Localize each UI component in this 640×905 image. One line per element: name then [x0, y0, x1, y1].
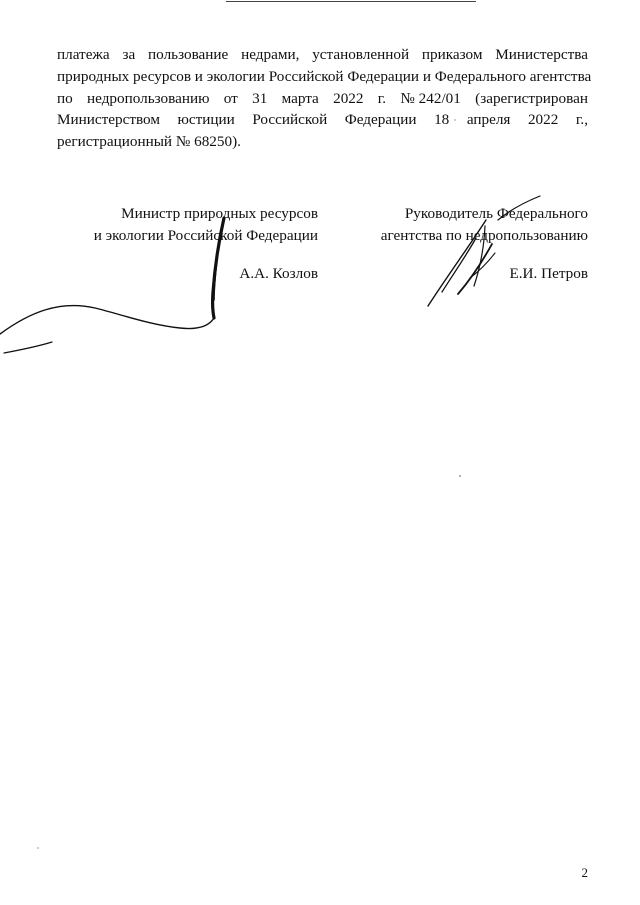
word: 2022: [333, 89, 364, 107]
word: от: [223, 89, 238, 107]
paragraph-line: [57, 109, 588, 131]
word: Министерством: [57, 111, 160, 129]
word: за: [122, 46, 136, 63]
word: 2022: [527, 111, 559, 129]
word: апреля: [466, 111, 511, 129]
line-text: регистрационный № 68250).: [57, 133, 241, 151]
word: недрами,: [241, 46, 300, 63]
right-signatory-title: [360, 203, 588, 246]
word: Российской: [252, 111, 328, 129]
word: г.: [377, 89, 387, 107]
word: юстиции: [177, 111, 235, 129]
word: (зарегистрирован: [475, 89, 588, 107]
word: платежа: [57, 46, 110, 63]
left-title-line-2: и экологии Российской Федерации: [93, 226, 318, 244]
top-rule: [226, 1, 476, 2]
paragraph-line: [57, 88, 588, 110]
left-title-line-1: Министр природных ресурсов: [121, 205, 318, 222]
word: № 242/01: [400, 89, 461, 107]
word: по: [57, 89, 73, 107]
word: пользование: [148, 46, 229, 63]
right-title-line-2: агентства по недропользованию: [380, 226, 588, 244]
paragraph-line: [57, 131, 588, 153]
left-signatory-title: [60, 203, 318, 246]
word: Федерации: [344, 111, 417, 129]
word: недропользованию: [87, 89, 210, 107]
word: 18: [434, 111, 450, 129]
word: приказом: [421, 46, 483, 63]
page-number: 2: [581, 865, 588, 880]
paragraph-line: [57, 44, 588, 66]
right-signatory-name: Е.И. Петров: [509, 265, 588, 282]
line-text: природных ресурсов и экологии Российской Федерации и Федерального агентства: [57, 67, 592, 85]
word: Министерства: [495, 46, 588, 63]
word: г.,: [575, 111, 588, 129]
body-paragraph: [57, 44, 592, 153]
word: установленной: [312, 46, 410, 63]
paragraph-line: [57, 66, 592, 88]
left-signatory-name: А.А. Козлов: [239, 265, 318, 282]
right-title-line-1: Руководитель Федерального: [404, 205, 588, 222]
word: марта: [281, 89, 319, 107]
word: 31: [252, 89, 268, 107]
